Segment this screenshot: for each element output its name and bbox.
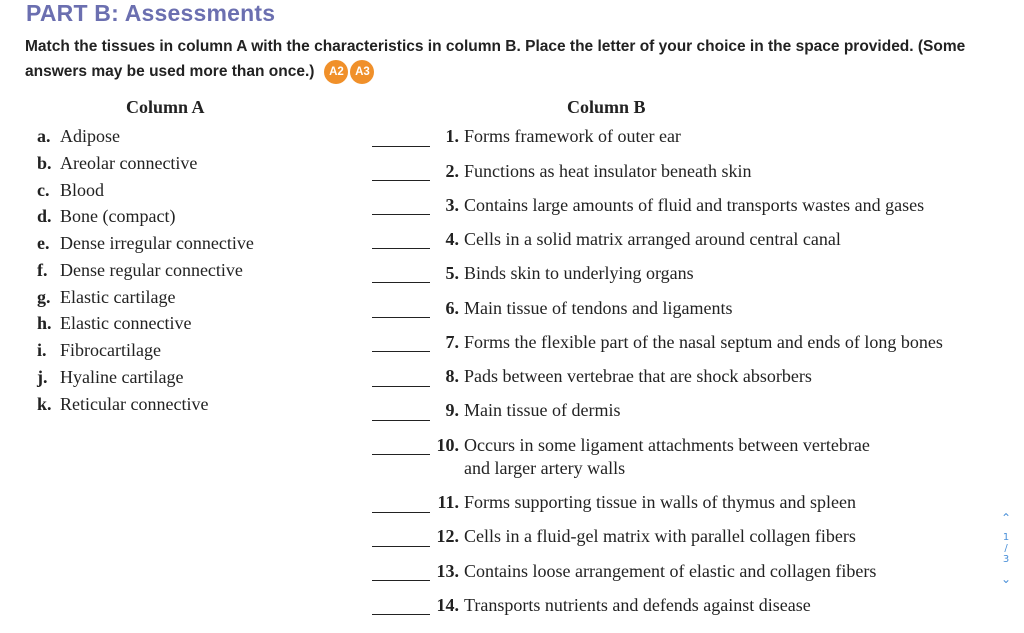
item-letter: a. — [37, 126, 51, 146]
item-text: Dense regular connective — [60, 260, 243, 280]
column-a-item — [37, 260, 243, 281]
column-b-item — [433, 332, 943, 353]
item-text: Transports nutrients and defends against disease — [464, 595, 811, 615]
item-text: Forms supporting tissue in walls of thymus and spleen — [464, 492, 856, 512]
chevron-down-icon[interactable]: ⌄ — [1000, 572, 1012, 586]
answer-blank-12[interactable] — [372, 546, 430, 547]
column-a-item — [37, 340, 161, 361]
column-a-heading: Column A — [126, 97, 205, 117]
column-b-item — [433, 161, 751, 182]
column-b-item — [433, 595, 811, 616]
item-number: 9. — [445, 400, 459, 420]
answer-blank-5[interactable] — [372, 282, 430, 283]
item-number: 6. — [445, 298, 459, 318]
item-letter: j. — [37, 367, 48, 387]
item-text: Reticular connective — [60, 394, 209, 414]
item-letter: h. — [37, 313, 52, 333]
answer-blank-4[interactable] — [372, 248, 430, 249]
column-a-item — [37, 394, 208, 415]
item-text: Hyaline cartilage — [60, 367, 184, 387]
item-text: Cells in a solid matrix arranged around central canal — [464, 229, 841, 249]
item-text: Contains loose arrangement of elastic and collagen fibers — [464, 561, 877, 581]
item-text: Forms framework of outer ear — [464, 126, 681, 146]
instructions-text: Match the tissues in column A with the characteristics in column B. Place the letter of your choice in the space provided. (Some answers may be used more than once.) — [25, 38, 966, 80]
column-a-item — [37, 287, 175, 308]
item-number: 10. — [436, 435, 459, 455]
answer-blank-6[interactable] — [372, 317, 430, 318]
item-text: Pads between vertebrae that are shock absorbers — [464, 366, 812, 386]
column-b-item — [433, 366, 812, 387]
badge-a3[interactable]: A3 — [350, 60, 374, 84]
answer-blank-7[interactable] — [372, 351, 430, 352]
item-number: 7. — [445, 332, 459, 352]
item-number: 2. — [445, 161, 459, 181]
column-b-item — [433, 263, 694, 284]
item-number: 14. — [436, 595, 459, 615]
column-b-item — [433, 195, 924, 216]
column-a-item — [37, 180, 104, 201]
answer-blank-1[interactable] — [372, 146, 430, 147]
item-number: 5. — [445, 263, 459, 283]
chevron-up-icon[interactable]: ⌃ — [1000, 511, 1012, 525]
column-a-item — [37, 206, 175, 227]
page-separator: / — [1004, 543, 1008, 554]
item-text: Occurs in some ligament attachments between vertebrae — [464, 435, 870, 455]
item-text: Main tissue of dermis — [464, 400, 621, 420]
item-number: 11. — [437, 492, 459, 512]
item-text: Fibrocartilage — [60, 340, 161, 360]
item-text: Adipose — [60, 126, 120, 146]
column-a-item — [37, 367, 183, 388]
answer-blank-9[interactable] — [372, 420, 430, 421]
column-b-item — [433, 229, 841, 250]
page-title: PART B: Assessments — [26, 0, 276, 26]
answer-blank-10[interactable] — [372, 454, 430, 455]
column-b-item — [433, 492, 856, 513]
item-letter: g. — [37, 287, 51, 307]
column-b-item — [433, 298, 732, 319]
item-text: Elastic cartilage — [60, 287, 176, 307]
answer-blank-2[interactable] — [372, 180, 430, 181]
item-number: 3. — [445, 195, 459, 215]
answer-blank-14[interactable] — [372, 614, 430, 615]
item-letter: e. — [37, 233, 50, 253]
item-number: 13. — [436, 561, 459, 581]
instructions — [25, 34, 1000, 84]
column-b-heading: Column B — [567, 97, 646, 117]
column-b-item — [433, 400, 620, 421]
column-b-item — [433, 561, 876, 582]
column-b-item — [433, 126, 681, 147]
answer-blank-8[interactable] — [372, 386, 430, 387]
item-letter: b. — [37, 153, 52, 173]
answer-blank-11[interactable] — [372, 512, 430, 513]
item-letter: c. — [37, 180, 50, 200]
item-text: Binds skin to underlying organs — [464, 263, 694, 283]
item-text: Bone (compact) — [60, 206, 176, 226]
item-text: Elastic connective — [60, 313, 192, 333]
badge-a2[interactable]: A2 — [324, 60, 348, 84]
item-letter: f. — [37, 260, 48, 280]
item-letter: i. — [37, 340, 47, 360]
item-number: 1. — [445, 126, 459, 146]
column-a-item — [37, 153, 197, 174]
item-number: 4. — [445, 229, 459, 249]
page-scroller — [996, 512, 1016, 612]
column-b-item — [433, 526, 856, 547]
item-text: Forms the flexible part of the nasal septum and ends of long bones — [464, 332, 943, 352]
item-number: 12. — [436, 526, 459, 546]
item-text: Dense irregular connective — [60, 233, 254, 253]
current-page: 1 — [1002, 532, 1010, 543]
item-text: Functions as heat insulator beneath skin — [464, 161, 752, 181]
column-a-item — [37, 233, 254, 254]
item-letter: d. — [37, 206, 52, 226]
item-text: Areolar connective — [60, 153, 198, 173]
item-number: 8. — [445, 366, 459, 386]
item-text: Blood — [60, 180, 105, 200]
total-pages: 3 — [1002, 554, 1010, 565]
item-text: Cells in a fluid-gel matrix with parallel collagen fibers — [464, 526, 856, 546]
item-text: Contains large amounts of fluid and transports wastes and gases — [464, 195, 925, 215]
column-b-item — [433, 435, 870, 456]
column-a-item — [37, 313, 191, 334]
column-a-item — [37, 126, 120, 147]
answer-blank-3[interactable] — [372, 214, 430, 215]
item-letter: k. — [37, 394, 52, 414]
answer-blank-13[interactable] — [372, 580, 430, 581]
item-text-continued: and larger artery walls — [464, 458, 626, 478]
item-text: Main tissue of tendons and ligaments — [464, 298, 733, 318]
